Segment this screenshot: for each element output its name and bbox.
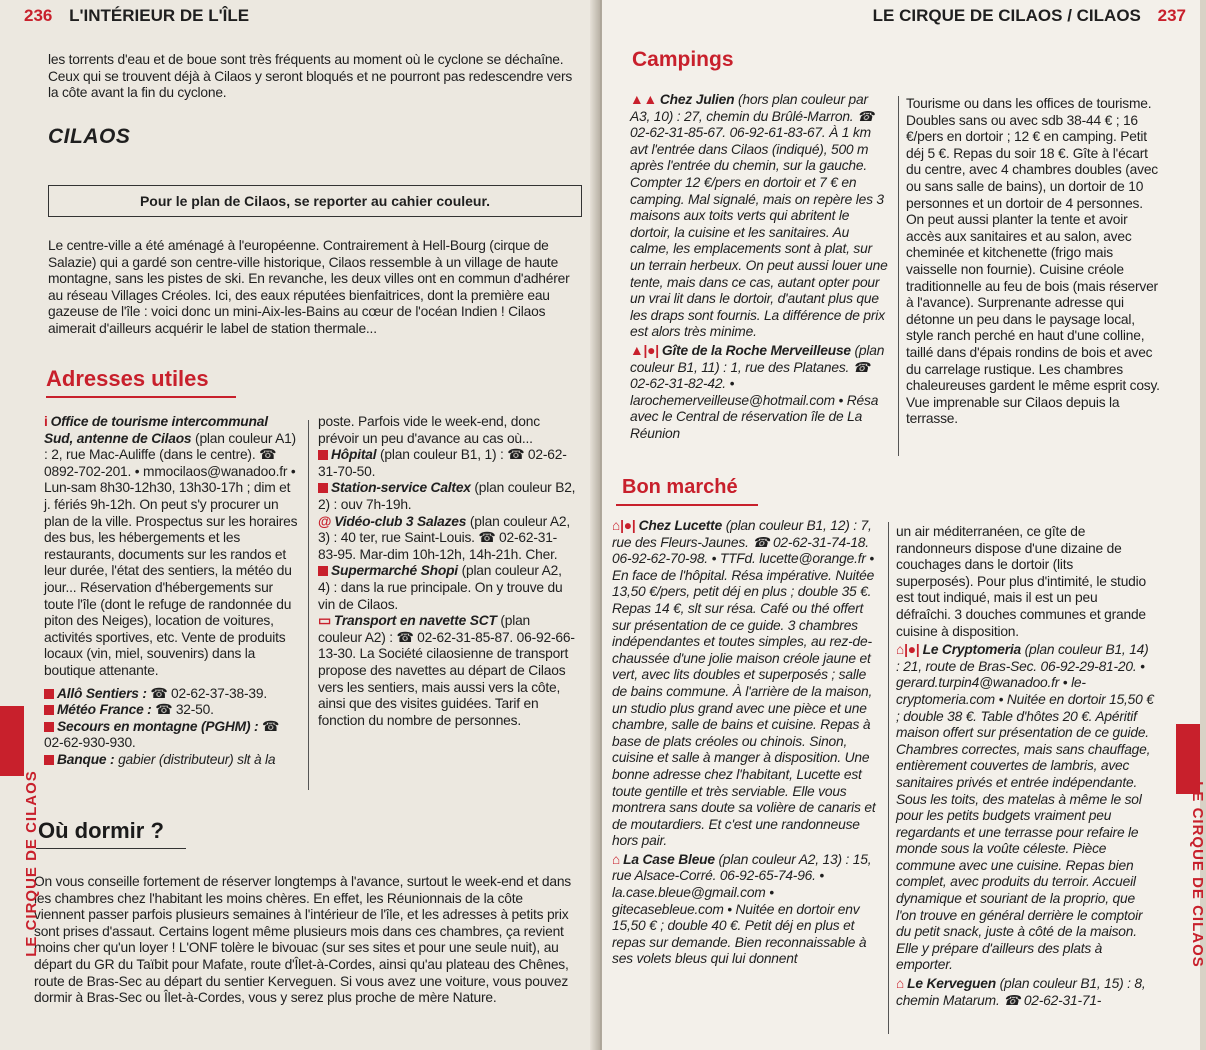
square-bullet-icon	[44, 755, 54, 765]
house-icon: ⌂|●|	[612, 518, 636, 533]
chez-julien-entry	[630, 92, 888, 341]
roche-text: (plan couleur B1, 11) : 1, rue des Platanes. ☎ 02-62-31-82-42. • larochemerveilleuse@hotmail.com • Résa avec le Central de réservation île de La Réunion	[630, 342, 885, 441]
ou-dormir-rule	[36, 848, 186, 849]
meteo-name: Météo France :	[57, 702, 152, 718]
house-icon: ⌂	[896, 976, 905, 992]
roche-merveilleuse-entry	[630, 343, 888, 443]
bon-marche-rule	[616, 504, 758, 506]
kerveguen-entry	[896, 976, 1154, 1009]
lucette-text: (plan couleur B1, 12) : 7, rue des Fleurs-Jaunes. ☎ 02-62-31-74-18. 06-92-62-70-98. • TTFd. lucette@orange.fr • En face de l'hôpital. Résa impérative. Nuitée 13,50 €/pers, petit déj en plus ; double 35 €. Repas 14 €, slt sur résa. Café ou thé offert sur présentation de ce guide. 3 chambres indépendantes et toutes simples, au rez-de-chaussée d'une jolie maison créole jaune et vert, avec lits doubles et superposés ; salle de bains commune. À l'arrière de la maison, un studio plus grand avec une pièce et une chambre, salle de bains et cuisine. Repas à base de plats créoles ou chinois. Sinon, cuisine et salle à manger à disposition. Une bonne adresse chez l'habitant, Lucette est toute gentille et très serviable. Elle vous montrera sans doute sa volière de canaris et de moutardiers. Et c'est une randonneuse hors pair.	[612, 518, 876, 849]
station-text: (plan couleur B2, 2) : ouv 7h-19h.	[318, 480, 576, 512]
right-page	[602, 0, 1206, 1050]
square-bullet-icon	[44, 689, 54, 699]
ou-dormir-body	[34, 874, 572, 1013]
hopital-text: (plan couleur B1, 1) : ☎ 02-62-31-70-50.	[318, 447, 567, 479]
right-page-number: 237	[1157, 6, 1186, 25]
navette-name: Transport en navette SCT	[333, 613, 497, 629]
lucette-name: Chez Lucette	[638, 518, 723, 533]
video-text: (plan couleur A2, 3) : 40 ter, rue Saint-Louis. ☎ 02-62-31-83-95. Mar-dim 10h-12h, 14h-21h. Cher.	[318, 513, 571, 562]
shopi-text: (plan couleur A2, 4) : dans la rue principale. On y trouve du vin de Cilaos.	[318, 563, 563, 612]
column-divider	[898, 96, 899, 456]
column-divider	[888, 522, 889, 1034]
meteo-entry	[44, 702, 300, 719]
hopital-entry	[318, 447, 576, 480]
square-bullet-icon	[44, 722, 54, 732]
right-side-label: LE CIRQUE DE CILAOS	[1188, 781, 1206, 968]
banque-text: gabier (distributeur) slt à la	[118, 751, 276, 767]
office-tourisme-entry	[44, 414, 300, 680]
case-bleue-text: (plan couleur A2, 13) : 15, rue Alsace-Corré. 06-92-65-74-96. • la.case.bleue@gmail.com • gitecasebleue.com • Nuitée en dortoir env 15,50 € ; double 40 €. Petit déj en plus et repas sur demande. Bien reconnaissable à ses volets bleus qui lui donnent	[612, 851, 872, 967]
house-icon: ⌂|●|	[896, 642, 920, 658]
column-divider	[308, 420, 309, 790]
campings-heading: Campings	[632, 48, 734, 71]
station-entry	[318, 480, 576, 513]
station-name: Station-service Caltex	[331, 480, 471, 496]
at-icon: @	[318, 513, 332, 529]
cryptomeria-name: Le Cryptomeria	[922, 642, 1022, 658]
square-bullet-icon	[318, 483, 328, 493]
house-icon: ⌂	[612, 851, 621, 867]
video-club-entry	[318, 514, 576, 564]
cryptomeria-text: (plan couleur B1, 14) : 21, route de Bras-Sec. 06-92-29-81-20. • gerard.turpin4@wanadoo.fr • le-cryptomeria.com • Nuitée en dortoir 15,50 € ; double 38 €. Table d'hôtes 20 €. Apéritif maison offert sur présentation de ce guide. Chambres correctes, mais sans chauffage, entièrement couvertes de lambris, avec sanitaires privés et entrée indépendante. Sous les toits, des matelas à même le sol pour les petits budgets vraiment peu regardants et une terrasse pour refaire le monde sous la voûte céleste. Pièce commune avec une cuisine. Repas bien complet, avec produits du terroir. Accueil dynamique et souriant de la proprio, que l'on trouve en général derrière le comptoir du petit snack, juste à côté de la maison. Elle y prépare d'ailleurs des plats à emporter.	[896, 642, 1154, 973]
adresses-column-2	[318, 414, 576, 729]
kerveguen-text: (plan couleur B1, 15) : 8, chemin Matarum. ☎ 02-62-31-71-	[896, 976, 1146, 1008]
chez-julien-text: (hors plan couleur par A3, 10) : 27, chemin du Brûlé-Marron. ☎ 02-62-31-85-67. 06-92-61-83-67. À 1 km avt l'entrée dans Cilaos (indiqué), 500 m après l'entrée du chemin, sur la gauche. Compter 12 €/pers en dortoir et 7 € en camping. Mal signalé, mais on repère les 3 maisons aux toits verts qui abritent le dortoir, la cuisine et les sanitaires. Au calme, les emplacements sont à plat, sur un terrain herbeux. On peut aussi louer une tente, mais dans ce cas, autant opter pour un vrai lit dans le dortoir, d'autant plus que les draps sont fournis. La différence de prix est alors très minime.	[630, 92, 888, 340]
left-page	[0, 0, 598, 1050]
bon-marche-column-1	[612, 518, 882, 968]
case-bleue-entry	[612, 852, 882, 968]
campings-column	[630, 92, 888, 442]
shopi-entry	[318, 563, 576, 613]
navette-entry	[318, 613, 576, 729]
chez-julien-name: Chez Julien	[659, 92, 735, 107]
shopi-name: Supermarché Shopi	[331, 563, 458, 579]
intro-paragraph: les torrents d'eau et de boue sont très fréquents au moment où le cyclone se déchaîne. Ceux qui se trouvent déjà à Cilaos y seront bloqués et ne pourront pas redescendre vers la côte avant la fin du cyclone.	[48, 52, 573, 101]
adresses-utiles-heading: Adresses utiles	[46, 366, 209, 391]
office-text: (plan couleur A1) : 2, rue Mac-Auliffe (dans le centre). ☎ 0892-702-201. • mmocilaos@wanadoo.fr • Lun-sam 8h30-12h30, 13h30-17h ; dim et j. fériés 9h-12h. On peut s'y procurer un plan de la ville. Prospectus sur les horaires des bus, les hébergements et les restaurants, documents sur les randos et leur durée, l'état des sentiers, la météo du jour... Réservation d'hébergements sur toute l'île (dont le refuge de randonnée du piton des Neiges), location de voitures, activités sportives, etc. Vente de produits locaux (vin, miel, souvenirs) dans la boutique attenante.	[44, 430, 298, 678]
right-running-title: LE CIRQUE DE CILAOS / CILAOS	[872, 6, 1141, 25]
video-name: Vidéo-club 3 Salazes	[334, 513, 467, 529]
plan-note-box	[48, 185, 582, 217]
left-running-head	[24, 6, 249, 26]
secours-entry	[44, 719, 300, 752]
allo-text: ☎ 02-62-37-38-39.	[150, 685, 267, 701]
square-bullet-icon	[44, 705, 54, 715]
roche-name: Gîte de la Roche Merveilleuse	[661, 342, 851, 358]
meteo-text: ☎ 32-50.	[155, 702, 214, 718]
adresses-column-1	[44, 414, 300, 768]
bus-icon: ▭	[318, 613, 331, 629]
square-bullet-icon	[318, 450, 328, 460]
secours-name: Secours en montagne (PGHM) :	[57, 718, 259, 734]
roche-continuation: Tourisme ou dans les offices de tourisme. Doubles sans ou avec sdb 38-44 € ; 16 €/pers en dortoir ; 12 € en camping. Petit déj 5 €. Repas du soir 18 €. Gîte à l'écart du centre, avec 4 chambres doubles (avec ou sans salle de bains), un dortoir de 10 personnes et un dortoir de 4 personnes. On peut aussi planter la tente et avoir accès aux sanitaires et au salon, avec cheminée et kitchenette (frigo mais vaisselle non fournie). Cuisine créole traditionnelle au feu de bois (mais réserver à l'avance). Surprenante adresse qui détonne un peu dans le paysage local, style ranch perché en haut d'une colline, taillé dans d'épais rondins de bois et avec du carrelage rustique. Les chambres chaleureuses gardent le même esprit cosy. Vue imprenable sur Cilaos depuis la terrasse.	[906, 96, 1160, 427]
adresses-heading-rule	[46, 396, 236, 398]
info-icon: i	[44, 414, 48, 429]
tent-icon: ▲▲	[630, 92, 657, 107]
left-running-title: L'INTÉRIEUR DE L'ÎLE	[69, 6, 250, 25]
bon-marche-column-2	[896, 524, 1154, 1009]
right-running-head	[873, 6, 1186, 26]
ou-dormir-heading: Où dormir ?	[38, 818, 164, 843]
office-name: Office de tourisme intercommunal Sud, antenne de Cilaos	[44, 414, 268, 446]
roche-continuation-column	[906, 96, 1164, 434]
case-bleue-continuation: un air méditerranéen, ce gîte de randonneurs dispose d'une dizaine de couchages dans le dortoir (lits superposés). Pour plus d'intimité, le studio est tout indiqué, mais il est un peu défraîchi. 3 douches communes et grande cuisine à disposition.	[896, 524, 1146, 639]
tent-icon: ▲|●|	[630, 342, 659, 358]
left-side-label: LE CIRQUE DE CILAOS	[22, 770, 40, 957]
navette-text: (plan couleur A2) : ☎ 02-62-31-85-87. 06-92-66-13-30. La Société cilaosienne de transport propose des navettes au départ de Cilaos vers les sentiers, mais aussi vers la côte, ainsi que des visites guidées. Tarif en fonction du nombre de personnes.	[318, 613, 575, 728]
ou-dormir-paragraph: On vous conseille fortement de réserver longtemps à l'avance, surtout le week-end et dans les chambres chez l'habitant les moins chères. En effet, les Réunionnais de la côte viennent passer parfois plusieurs semaines à l'intérieur de l'île, et les adresses à petits prix sont prises d'assaut. Certains logent même plusieurs mois dans ces chambres, ça revient moins cher qu'un loyer ! L'ONF tolère le bivouac (sur ses sites et pour une seule nuit), au départ du GR du Taïbit pour Mafate, route d'Îlet-à-Cordes, ainsi qu'au plateau des Chênes, route de Bras-Sec au départ du sentier Kerveguen. Si vous avez une voiture, vous pouvez dormir à Bras-Sec ou Îlet-à-Cordes, vous y serez plus proche de mère Nature.	[34, 874, 572, 1006]
bon-marche-heading: Bon marché	[622, 476, 738, 498]
cryptomeria-entry	[896, 642, 1154, 974]
cilaos-description	[48, 238, 582, 344]
poste-continuation: poste. Parfois vide le week-end, donc prévoir un peu d'avance au cas où...	[318, 414, 540, 446]
cilaos-heading: CILAOS	[48, 125, 131, 148]
kerveguen-name: Le Kerveguen	[907, 976, 996, 992]
left-thumb-tab	[0, 706, 24, 776]
allo-sentiers-entry	[44, 686, 300, 703]
banque-entry	[44, 752, 300, 769]
banque-name: Banque :	[57, 751, 115, 767]
secours-text: ☎ 02-62-930-930.	[44, 718, 280, 751]
chez-lucette-entry	[612, 518, 882, 850]
left-page-number: 236	[24, 6, 53, 25]
plan-note-text: Pour le plan de Cilaos, se reporter au cahier couleur.	[139, 193, 491, 209]
hopital-name: Hôpital	[331, 447, 377, 463]
cilaos-paragraph: Le centre-ville a été aménagé à l'européenne. Contrairement à Hell-Bourg (cirque de Salazie) qui a gardé son centre-ville historique, Cilaos ressemble à un village de haute montagne, sans les pistes de ski. En revanche, les deux villes ont en commun d'adhérer au réseau Villages Créoles. Ici, des eaux réputées bienfaitrices, dont la première eau gazeuse de l'île : voici donc un mini-Aix-les-Bains au cœur de l'océan Indien ! Cilaos aimerait d'ailleurs acquérir le label de station thermale...	[48, 238, 570, 336]
allo-name: Allô Sentiers :	[57, 685, 147, 701]
case-bleue-name: La Case Bleue	[623, 851, 715, 867]
square-bullet-icon	[318, 566, 328, 576]
left-intro	[48, 52, 584, 108]
